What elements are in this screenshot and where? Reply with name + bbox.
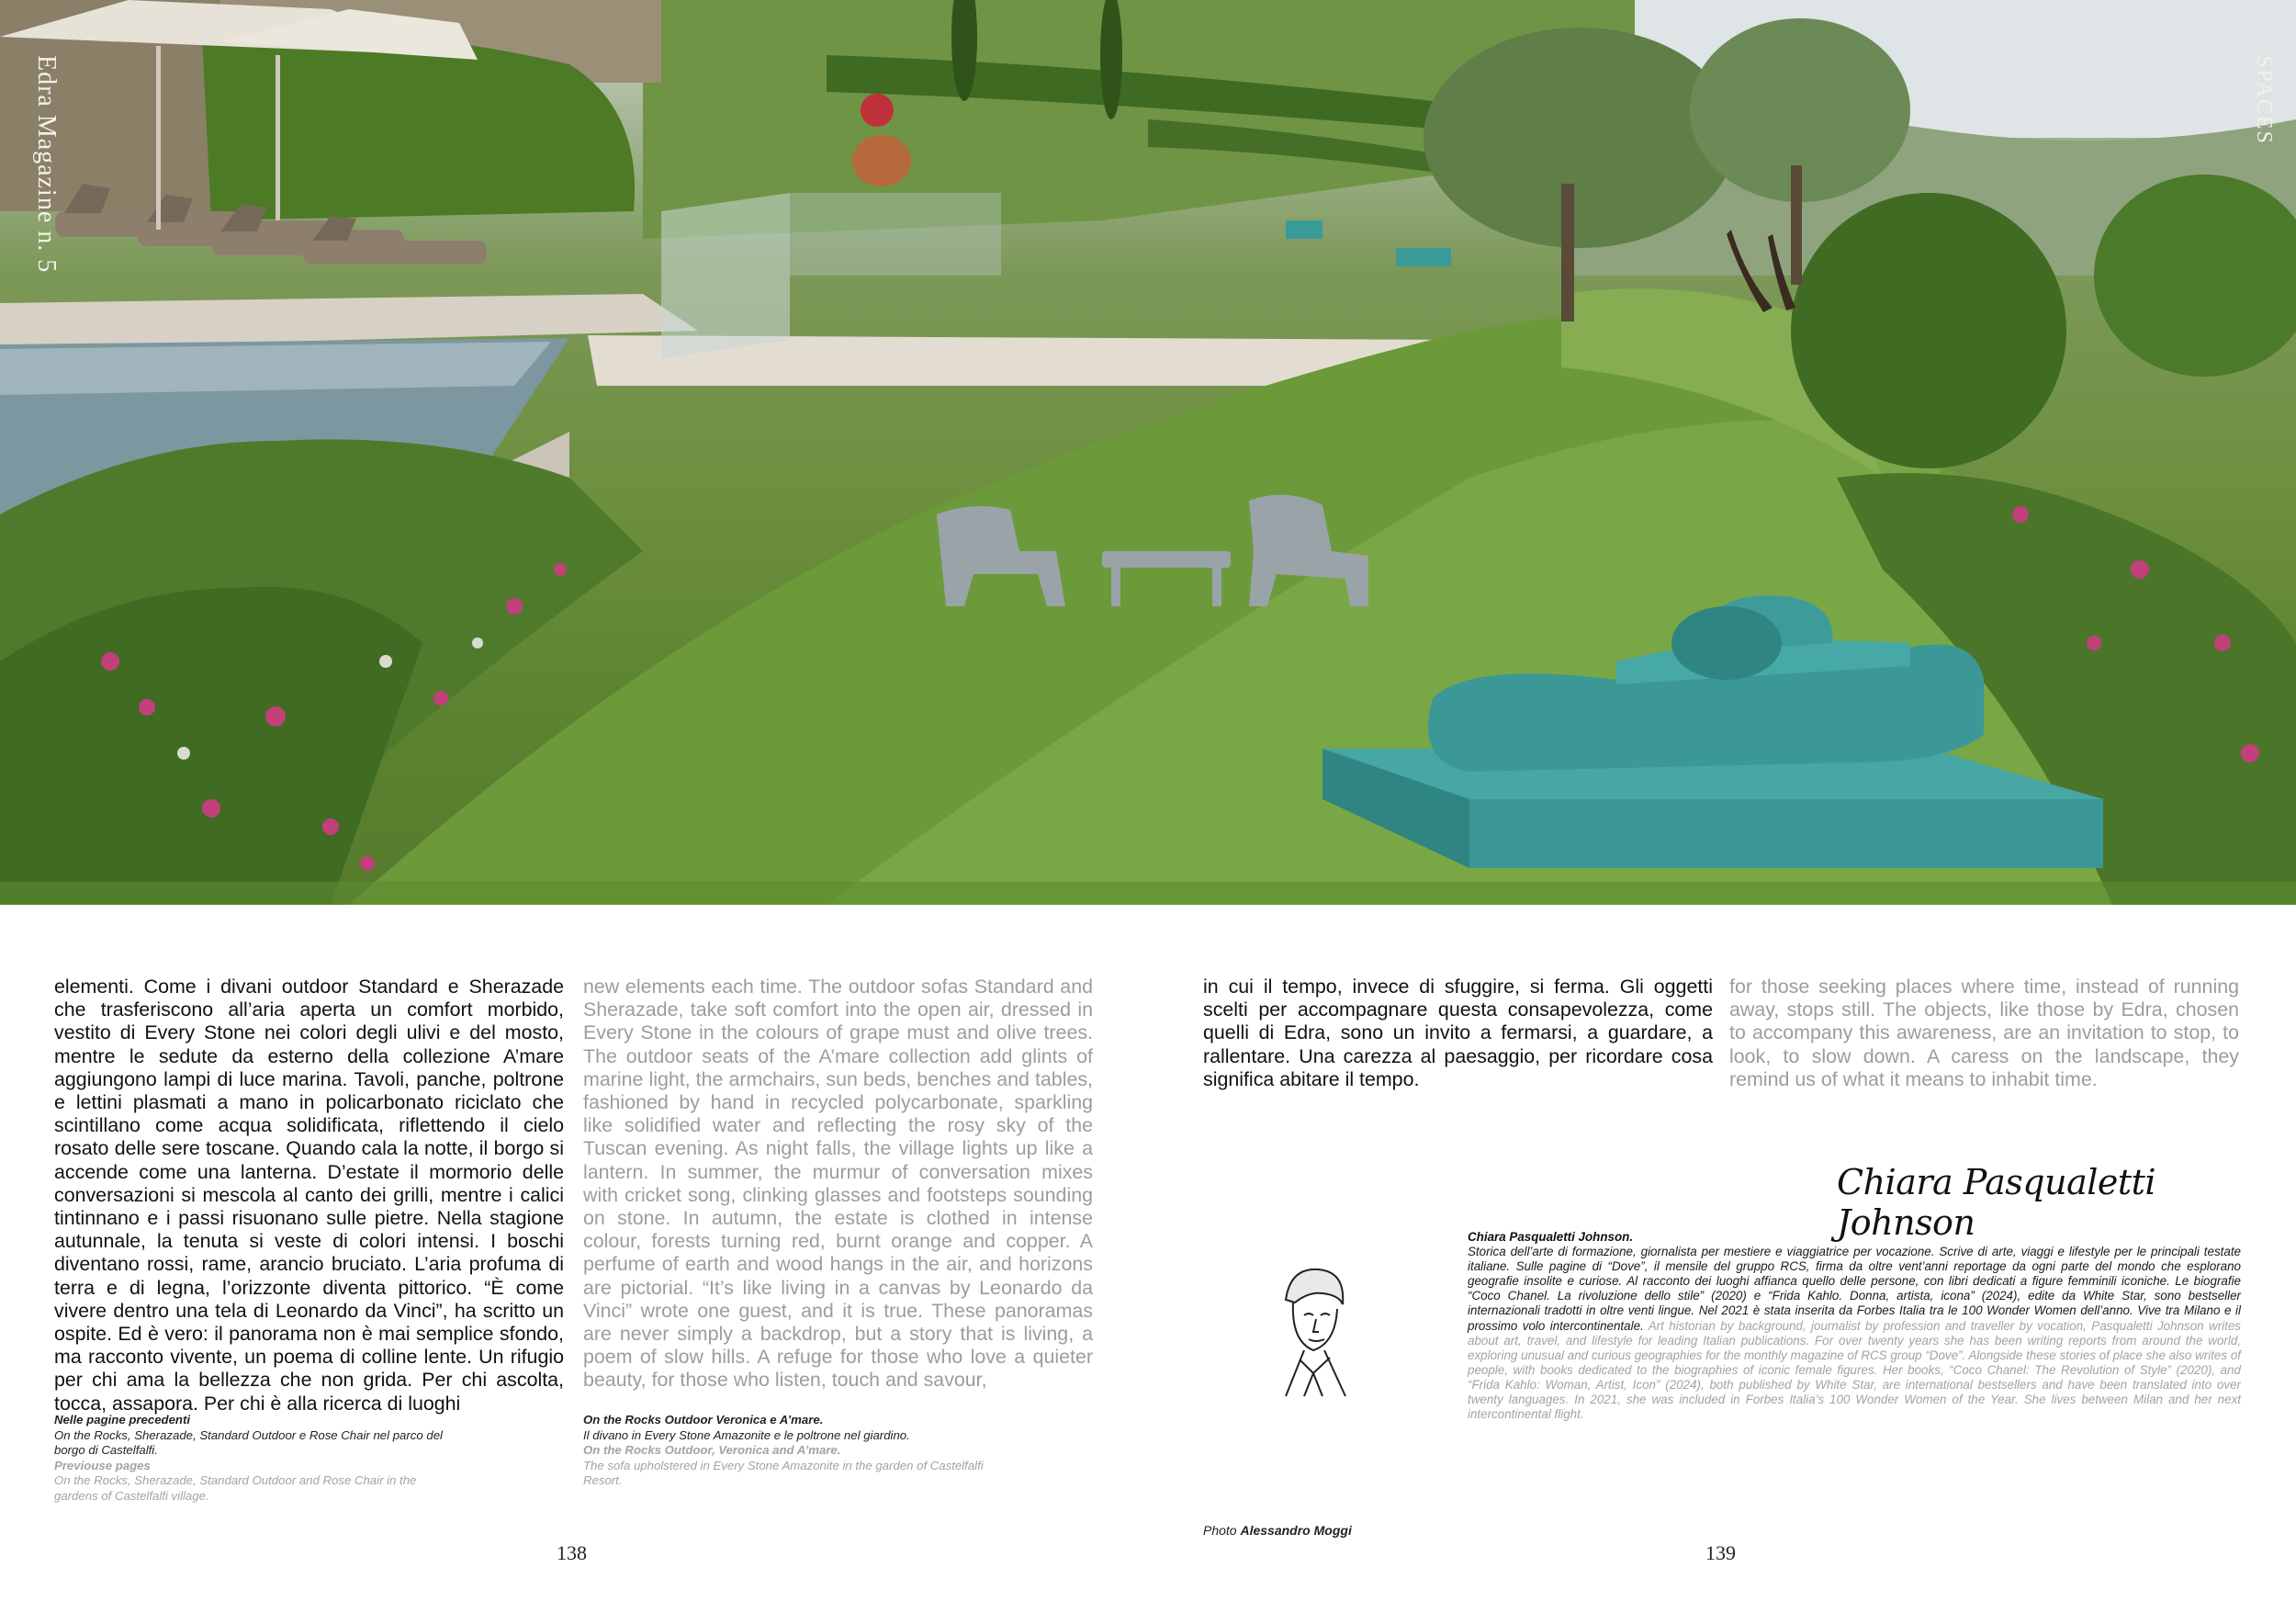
caption-title-it: On the Rocks Outdoor Veronica e A’mare. xyxy=(583,1413,824,1427)
photo-credit xyxy=(1203,1523,1352,1538)
caption-title-en: On the Rocks Outdoor, Veronica and A’mare. xyxy=(583,1443,841,1458)
page-number-right: 139 xyxy=(1705,1541,1736,1564)
body-text-en: for those seeking places where time, instead of running away, stops still. The objects, like those by Edra, chosen to accompany this awareness, are an invitation to stop, to look, to slow down. A caress on the landscape, they remind us of what it means to inhabit time. xyxy=(1729,976,2239,1090)
bio-text-it: Storica dell’arte di formazione, giornalista per mestiere e viaggiatrice per vocazione. Scrive di arte, viaggi e lifestyle per le principali testate italiane. Sulle pagine di “Dove”, il mensile del gruppo RCS, firma da oltre vent’anni reportage da ogni parte del mondo che esplorano geografie insolite e curiose. Al racconto dei luoghi affianca quello delle persone, con libri dedicati a figure femminili iconiche. Le biografie “Coco Chanel. La rivoluzione dello stile” (2020) e “Frida Kahlo. Donna, artista, icona” (2024), edite da White Star, sono bestseller internazionali tradotti in oltre venti lingue. Nel 2021 è stata inserita da Forbes Italia tra le 100 Wonder Women dell’anno. Vive tra Milano e il prossimo volo intercontinentale. xyxy=(1468,1245,2241,1333)
section-label: SPACES xyxy=(2252,55,2276,145)
caption-previous-pages xyxy=(54,1413,458,1505)
caption-text-it: Il divano in Every Stone Amazonite e le poltrone nel giardino. xyxy=(583,1427,910,1442)
caption-title-en: Previouse pages xyxy=(54,1458,151,1472)
magazine-running-head: Edra Magazine n. 5 xyxy=(32,55,61,274)
body-text-it: elementi. Come i divani outdoor Standard e Sherazade che trasferiscono all’aria aperta un comfort morbido, vestito di Every Stone nei colori degli ulivi e del mosto, mentre le sedute da esterno della collezione A’mare aggiungono lampi di luce marina. Tavoli, panche, poltrone e lettini plasmati a mano in policarbonato riciclato che scintillano come acqua solidificata, riflettendo il cielo rosato delle sere toscane. Quando cala la notte, il borgo si accende come una lanterna. D’estate il mormorio delle conversazioni si mescola al canto dei grilli, mentre i calici tintinnano e i passi risuonano sulle pietre. Nella stagione autunnale, la tenuta si veste di colori intensi. I boschi diventano rossi, rame, arancio bruciato. L’aria profuma di terra e di legna, l’orizzonte diventa pittorico. “È come vivere dentro una tela di Leonardo da Vinci”, ha scritto un ospite. Ed è vero: il panorama non è mai semplice sfondo, ma racconto vivente, un poema di colline lente. Un rifugio per chi ama la bellezza che non grida. Per chi ascolta, tocca, assapora. Per chi è alla ricerca di luoghi xyxy=(54,976,564,1415)
body-text-en: new elements each time. The outdoor sofas Standard and Sherazade, take soft comfort into the open air, dressed in Every Stone in the colours of grape must and olive trees. The outdoor seats of the A’mare collection add glints of marine light, the armchairs, sun beds, benches and tables, fashioned by hand in recycled polycarbonate, sparkling like solidified water and reflecting the rosy sky of the Tuscan evening. As night falls, the village lights up like a lantern. In summer, the murmur of conversation mixes with cricket song, clinking glasses and footsteps sounding on stone. In autumn, the estate is clothed in intense colour, forests turning red, burnt orange and copper. A perfume of earth and wood hangs in the air, and horizons are pictorial. “It’s like living in a canvas by Leonardo da Vinci” wrote one guest, and it is true. These panoramas are never simply a backdrop, but a story that is living, a poem of slow hills. A refuge for those who love a quieter beauty, for those who listen, touch and savour, xyxy=(583,976,1093,1392)
body-text-it: in cui il tempo, invece di sfuggire, si ferma. Gli oggetti scelti per accompagnare questa consapevolezza, come quelli di Edra, sono un invito a fermarsi, a guardare, a rallentare. Una carezza al paesaggio, per ricordare cosa significa abitare il tempo. xyxy=(1203,976,1713,1090)
bio-name: Chiara Pasqualetti Johnson. xyxy=(1468,1230,1634,1244)
bio-text-en: Art historian by background, journalist by profession and traveller by vocation, Pasqualetti Johnson writes about art, travel, and lifestyle for leading Italian publications. For over twenty years she has been writing reports from around the world, exploring unusual and curious geographies for the monthly magazine of RCS group “Dove”. Alongside these stories of place she also writes of people, with books dedicated to the biographies of iconic female figures. Her books, “Coco Chanel: The Revolution of Style” (2020), and “Frida Kahlo: Woman, Artist, Icon” (2024), both published by White Star, are international bestsellers and have been translated into over twenty languages. In 2021, she was included in Forbes Italia’s 100 Wonder Women of the Year. She lives between Milan and her next intercontinental flight. xyxy=(1468,1318,2242,1422)
author-bio xyxy=(1468,1230,2241,1422)
caption-photo xyxy=(583,1413,987,1489)
caption-title-it: Nelle pagine precedenti xyxy=(54,1413,191,1427)
italian-body-column-right xyxy=(1203,976,1713,1091)
caption-text-en: The sofa upholstered in Every Stone Amazonite in the garden of Castelfalfi Resort. xyxy=(583,1458,984,1488)
italian-body-column-left xyxy=(54,976,564,1415)
author-portrait-sketch xyxy=(1258,1258,1368,1405)
page-number-left: 138 xyxy=(557,1541,587,1564)
photographer-name: Alessandro Moggi xyxy=(1240,1523,1352,1538)
caption-text-it: On the Rocks, Sherazade, Standard Outdoor e Rose Chair nel parco del borgo di Castelfalfi. xyxy=(54,1427,443,1458)
photo-credit-label: Photo xyxy=(1203,1523,1237,1538)
author-signature: Chiara Pasqualetti Johnson xyxy=(1837,1162,2156,1243)
english-body-column-right xyxy=(1729,976,2239,1091)
english-body-column-left xyxy=(583,976,1093,1393)
caption-text-en: On the Rocks, Sherazade, Standard Outdoor and Rose Chair in the gardens of Castelfalfi village. xyxy=(54,1473,417,1503)
